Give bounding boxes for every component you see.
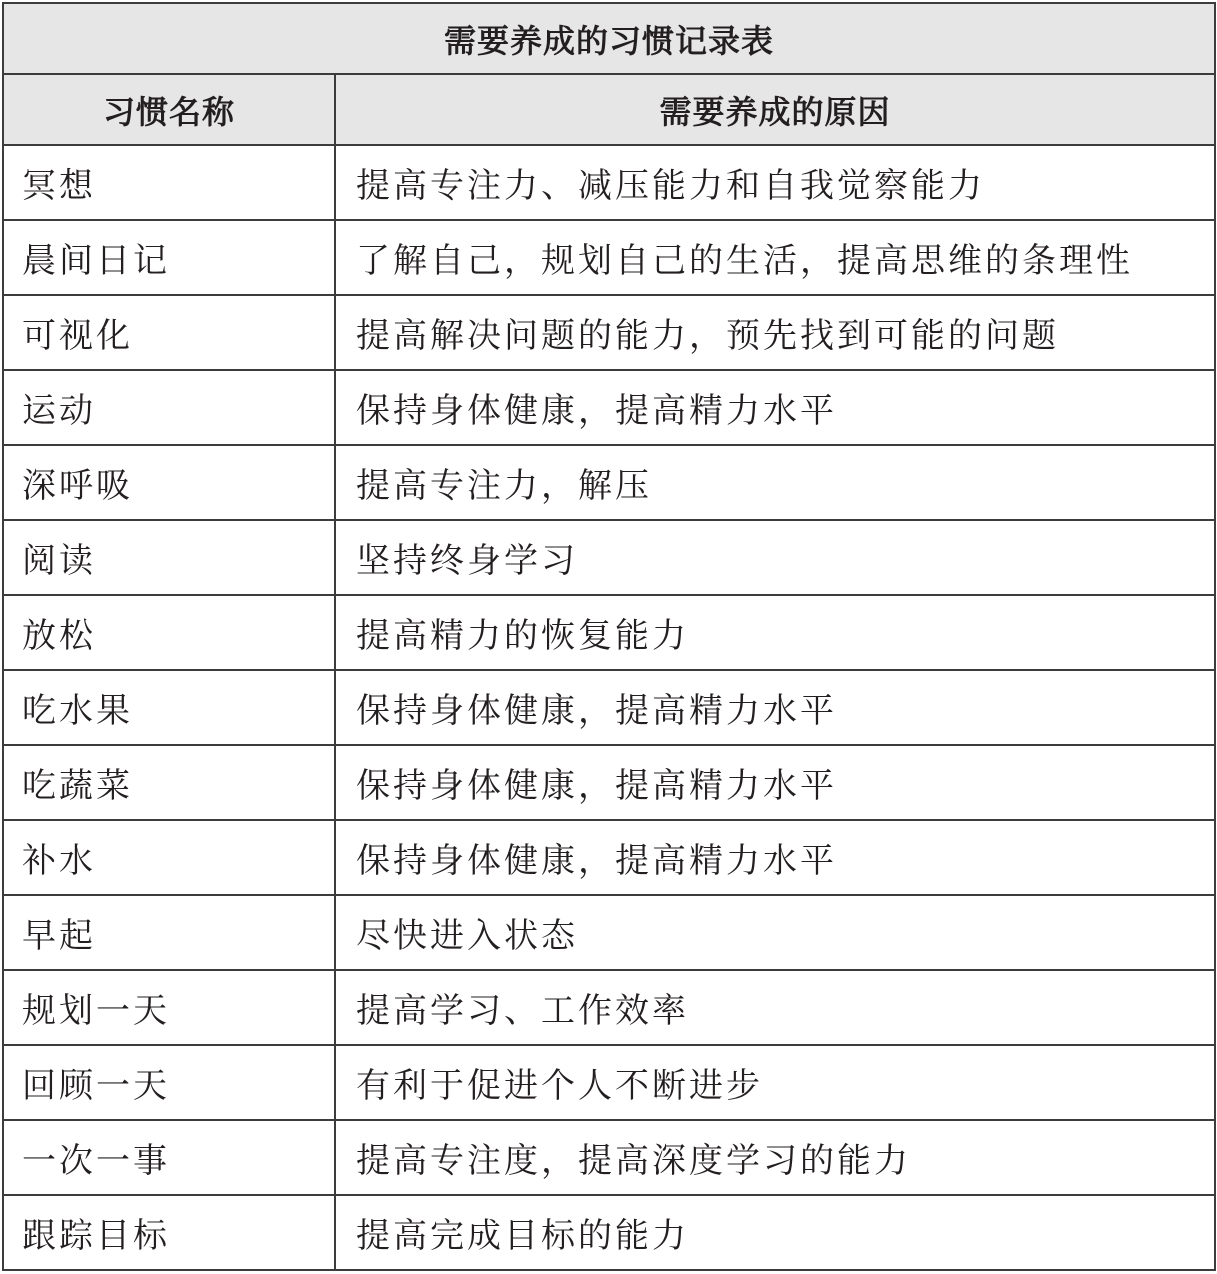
table-row [3,820,1215,895]
table-row [3,520,1215,595]
table-row [3,295,1215,370]
habit-name-cell: 一次一事 [3,1120,335,1195]
habit-name-cell: 放松 [3,595,335,670]
habit-name-cell: 晨间日记 [3,220,335,295]
habit-name-cell: 冥想 [3,145,335,220]
habit-reason-cell: 保持身体健康，提高精力水平 [335,370,1215,445]
table-row [3,1045,1215,1120]
table-body [3,145,1215,1270]
habit-reason-cell: 提高专注力，解压 [335,445,1215,520]
column-header-habit-name: 习惯名称 [3,74,335,145]
habit-reason-cell: 提高专注度，提高深度学习的能力 [335,1120,1215,1195]
habit-record-table [2,2,1216,1271]
habit-name-cell: 跟踪目标 [3,1195,335,1270]
table-title: 需要养成的习惯记录表 [3,3,1215,74]
habit-name-cell: 阅读 [3,520,335,595]
table-row [3,220,1215,295]
table-row [3,595,1215,670]
column-header-reason: 需要养成的原因 [335,74,1215,145]
table-row [3,1120,1215,1195]
habit-name-cell: 规划一天 [3,970,335,1045]
table-title-row [3,3,1215,74]
table-row [3,970,1215,1045]
habit-name-cell: 补水 [3,820,335,895]
habit-reason-cell: 尽快进入状态 [335,895,1215,970]
table-row [3,145,1215,220]
table-row [3,1195,1215,1270]
table-row [3,745,1215,820]
habit-name-cell: 运动 [3,370,335,445]
habit-reason-cell: 坚持终身学习 [335,520,1215,595]
table-row [3,895,1215,970]
habit-reason-cell: 保持身体健康，提高精力水平 [335,670,1215,745]
habit-name-cell: 吃蔬菜 [3,745,335,820]
habit-reason-cell: 保持身体健康，提高精力水平 [335,745,1215,820]
habit-name-cell: 回顾一天 [3,1045,335,1120]
table-row [3,370,1215,445]
habit-reason-cell: 了解自己，规划自己的生活，提高思维的条理性 [335,220,1215,295]
habit-reason-cell: 提高专注力、减压能力和自我觉察能力 [335,145,1215,220]
table-row [3,670,1215,745]
table-row [3,445,1215,520]
habit-reason-cell: 提高学习、工作效率 [335,970,1215,1045]
habit-name-cell: 深呼吸 [3,445,335,520]
habit-name-cell: 吃水果 [3,670,335,745]
habit-reason-cell: 有利于促进个人不断进步 [335,1045,1215,1120]
habit-name-cell: 早起 [3,895,335,970]
habit-reason-cell: 提高精力的恢复能力 [335,595,1215,670]
habit-reason-cell: 提高完成目标的能力 [335,1195,1215,1270]
habit-reason-cell: 提高解决问题的能力，预先找到可能的问题 [335,295,1215,370]
table-header-row [3,74,1215,145]
habit-reason-cell: 保持身体健康，提高精力水平 [335,820,1215,895]
habit-name-cell: 可视化 [3,295,335,370]
